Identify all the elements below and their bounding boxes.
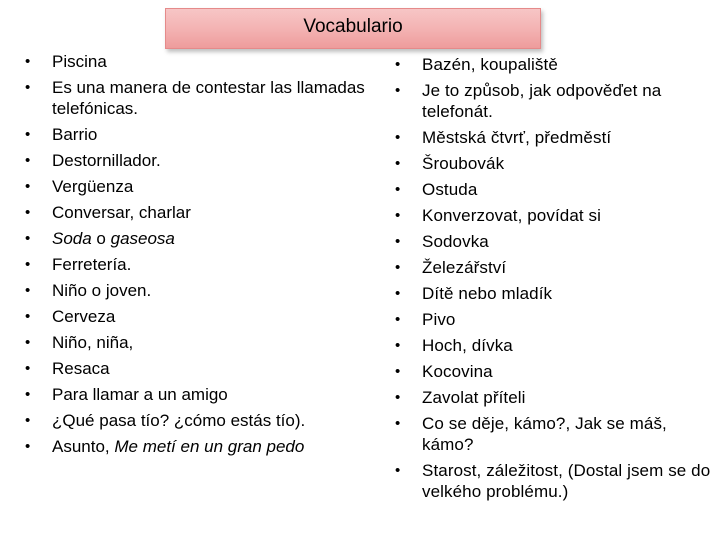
czech-term-text (422, 310, 455, 329)
text-fragment: Dítě nebo mladík (422, 284, 553, 303)
czech-term-text (422, 206, 601, 225)
bullet-icon: • (25, 204, 31, 221)
spanish-term (25, 228, 370, 249)
czech-term (395, 361, 715, 382)
bullet-icon: • (395, 285, 401, 302)
spanish-term-text (52, 385, 228, 404)
text-fragment: Bazén, koupaliště (422, 55, 558, 74)
text-fragment: Kocovina (422, 362, 493, 381)
czech-term (395, 54, 715, 75)
czech-term (395, 257, 715, 278)
text-fragment: Ferretería. (52, 255, 132, 274)
spanish-term-text (52, 437, 304, 456)
spanish-term-text (52, 177, 133, 196)
czech-term-text (422, 232, 489, 251)
bullet-icon: • (395, 259, 401, 276)
czech-term (395, 460, 715, 502)
czech-term (395, 413, 715, 455)
spanish-term-text (52, 255, 131, 274)
spanish-term (25, 436, 370, 457)
text-fragment: Co se děje, kámo?, Jak se máš, kámo? (422, 414, 667, 454)
czech-term (395, 153, 715, 174)
czech-term (395, 80, 715, 122)
czech-term (395, 309, 715, 330)
czech-term (395, 335, 715, 356)
spanish-term (25, 384, 370, 405)
text-fragment: Niño, niña, (52, 333, 134, 352)
spanish-term (25, 358, 370, 379)
spanish-vocabulary-list (25, 51, 370, 462)
spanish-term-text (52, 52, 107, 71)
spanish-term (25, 77, 370, 119)
bullet-icon: • (25, 360, 31, 377)
italic-text: Soda (52, 229, 92, 248)
bullet-icon: • (25, 256, 31, 273)
spanish-term-text (52, 307, 115, 326)
spanish-term-text (52, 411, 305, 430)
czech-term-text (422, 128, 611, 147)
czech-term-text (422, 258, 506, 277)
bullet-icon: • (395, 82, 401, 99)
czech-term (395, 283, 715, 304)
text-fragment: o (91, 229, 111, 248)
spanish-term (25, 410, 370, 431)
bullet-icon: • (25, 178, 31, 195)
bullet-icon: • (25, 334, 31, 351)
text-fragment: Piscina (52, 52, 107, 71)
czech-term (395, 231, 715, 252)
spanish-term-text (52, 125, 97, 144)
czech-term-text (422, 388, 526, 407)
italic-text: gaseosa (110, 229, 175, 248)
bullet-icon: • (395, 311, 401, 328)
czech-term-text (422, 414, 667, 454)
bullet-icon: • (395, 233, 401, 250)
text-fragment: Železářství (422, 258, 507, 277)
bullet-icon: • (395, 462, 401, 479)
bullet-icon: • (25, 386, 31, 403)
bullet-icon: • (395, 415, 401, 432)
spanish-term-text (52, 281, 151, 300)
czech-term-text (422, 180, 477, 199)
spanish-term (25, 254, 370, 275)
czech-term (395, 387, 715, 408)
spanish-term-text (52, 333, 133, 352)
spanish-term (25, 306, 370, 327)
spanish-term (25, 124, 370, 145)
bullet-icon: • (25, 126, 31, 143)
czech-term-text (422, 284, 552, 303)
text-fragment: Conversar, charlar (52, 203, 191, 222)
text-fragment: Sodovka (422, 232, 489, 251)
czech-term-text (422, 336, 513, 355)
text-fragment: Barrio (52, 125, 98, 144)
spanish-term (25, 150, 370, 171)
bullet-icon: • (395, 56, 401, 73)
bullet-icon: • (25, 230, 31, 247)
bullet-icon: • (395, 129, 401, 146)
czech-translation-list (395, 54, 715, 507)
text-fragment: Ostuda (422, 180, 478, 199)
spanish-term-text (52, 229, 175, 248)
spanish-term-text (52, 78, 365, 118)
bullet-icon: • (395, 207, 401, 224)
spanish-term-text (52, 359, 110, 378)
bullet-icon: • (25, 308, 31, 325)
text-fragment: Pivo (422, 310, 456, 329)
czech-term-text (422, 55, 558, 74)
text-fragment: Šroubovák (422, 154, 505, 173)
text-fragment: Městská čtvrť, předměstí (422, 128, 612, 147)
text-fragment: Asunto, (52, 437, 115, 456)
text-fragment: Je to způsob, jak odpověďet na telefonát. (422, 81, 662, 121)
text-fragment: Es una manera de contestar las llamadas telefónicas. (52, 78, 365, 118)
bullet-icon: • (25, 438, 31, 455)
spanish-term (25, 176, 370, 197)
text-fragment: Starost, záležitost, (Dostal jsem se do velkého problému.) (422, 461, 711, 501)
spanish-term (25, 51, 370, 72)
spanish-term (25, 332, 370, 353)
spanish-term-text (52, 203, 191, 222)
bullet-icon: • (395, 389, 401, 406)
text-fragment: Zavolat příteli (422, 388, 526, 407)
text-fragment: Destornillador. (52, 151, 161, 170)
italic-text: Me metí en un gran pedo (114, 437, 305, 456)
text-fragment: Konverzovat, povídat si (422, 206, 602, 225)
bullet-icon: • (25, 282, 31, 299)
spanish-term (25, 202, 370, 223)
bullet-icon: • (395, 155, 401, 172)
title-box (165, 8, 541, 49)
text-fragment: Para llamar a un amigo (52, 385, 228, 404)
spanish-term-text (52, 151, 161, 170)
czech-term (395, 179, 715, 200)
text-fragment: Resaca (52, 359, 110, 378)
bullet-icon: • (395, 363, 401, 380)
czech-term (395, 127, 715, 148)
text-fragment: Niño o joven. (52, 281, 152, 300)
czech-term-text (422, 81, 661, 121)
czech-term-text (422, 461, 710, 501)
text-fragment: Hoch, dívka (422, 336, 513, 355)
bullet-icon: • (25, 53, 31, 70)
bullet-icon: • (395, 337, 401, 354)
czech-term-text (422, 154, 504, 173)
bullet-icon: • (25, 79, 31, 96)
text-fragment: ¿Qué pasa tío? ¿cómo estás tío). (52, 411, 306, 430)
spanish-term (25, 280, 370, 301)
text-fragment: Vergüenza (52, 177, 134, 196)
bullet-icon: • (25, 152, 31, 169)
slide-title: Vocabulario (303, 15, 403, 37)
bullet-icon: • (395, 181, 401, 198)
bullet-icon: • (25, 412, 31, 429)
czech-term-text (422, 362, 493, 381)
czech-term (395, 205, 715, 226)
text-fragment: Cerveza (52, 307, 116, 326)
